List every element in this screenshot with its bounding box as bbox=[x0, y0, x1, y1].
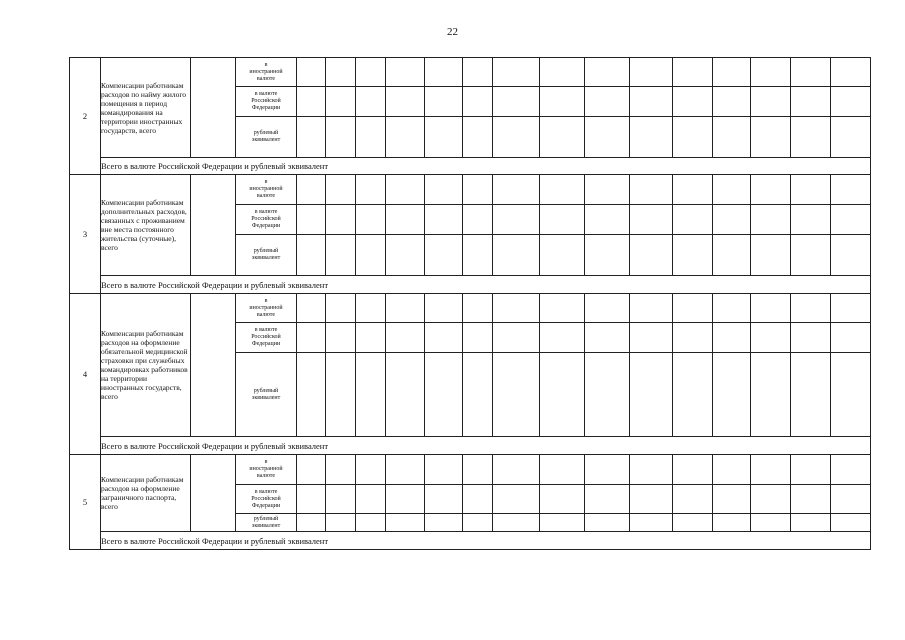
value-cell[interactable] bbox=[585, 514, 630, 532]
table-body bbox=[70, 58, 871, 550]
value-cell[interactable] bbox=[493, 117, 540, 158]
value-cell[interactable] bbox=[540, 205, 585, 235]
value-cell[interactable] bbox=[326, 205, 356, 235]
value-cell[interactable] bbox=[540, 455, 585, 485]
value-cell[interactable] bbox=[386, 235, 425, 276]
blank-cell bbox=[191, 455, 236, 532]
value-cell[interactable] bbox=[673, 455, 713, 485]
value-cell[interactable] bbox=[831, 353, 871, 437]
value-cell[interactable] bbox=[297, 294, 326, 323]
value-cell[interactable] bbox=[791, 323, 831, 353]
value-cell[interactable] bbox=[297, 205, 326, 235]
row-number: 3 bbox=[70, 175, 101, 294]
value-cell[interactable] bbox=[585, 175, 630, 205]
value-cell[interactable] bbox=[463, 455, 493, 485]
value-cell[interactable] bbox=[326, 87, 356, 117]
value-cell[interactable] bbox=[356, 323, 386, 353]
row-number: 2 bbox=[70, 58, 101, 175]
expense-description: Компенсации работникам дополнительных расходов, связанных с проживанием вне места постоянного жительства (суточные), всего bbox=[101, 175, 191, 276]
value-cell[interactable] bbox=[713, 175, 751, 205]
value-cell[interactable] bbox=[463, 323, 493, 353]
currency-label: в валюте Российской Федерации bbox=[236, 205, 297, 235]
value-cell[interactable] bbox=[751, 175, 791, 205]
value-cell[interactable] bbox=[713, 455, 751, 485]
currency-label: в валюте Российской Федерации bbox=[236, 485, 297, 514]
value-cell[interactable] bbox=[463, 485, 493, 514]
value-cell[interactable] bbox=[463, 117, 493, 158]
value-cell[interactable] bbox=[713, 205, 751, 235]
value-cell[interactable] bbox=[425, 235, 463, 276]
value-cell[interactable] bbox=[463, 58, 493, 87]
value-cell[interactable] bbox=[425, 117, 463, 158]
expense-description: Компенсации работникам расходов по найму жилого помещения в период командирования на территории иностранных государств, всего bbox=[101, 58, 191, 158]
value-cell[interactable] bbox=[463, 353, 493, 437]
value-cell[interactable] bbox=[751, 514, 791, 532]
value-cell[interactable] bbox=[297, 87, 326, 117]
value-cell[interactable] bbox=[791, 87, 831, 117]
value-cell[interactable] bbox=[356, 175, 386, 205]
value-cell[interactable] bbox=[297, 514, 326, 532]
value-cell[interactable] bbox=[463, 175, 493, 205]
value-cell[interactable] bbox=[356, 58, 386, 87]
total-row bbox=[70, 158, 871, 175]
value-cell[interactable] bbox=[356, 235, 386, 276]
value-cell[interactable] bbox=[630, 175, 673, 205]
total-row bbox=[70, 276, 871, 294]
currency-label: рублевый эквивалент bbox=[236, 117, 297, 158]
value-cell[interactable] bbox=[630, 58, 673, 87]
value-cell[interactable] bbox=[540, 323, 585, 353]
value-cell[interactable] bbox=[425, 294, 463, 323]
value-cell[interactable] bbox=[463, 514, 493, 532]
value-cell[interactable] bbox=[297, 117, 326, 158]
value-cell[interactable] bbox=[713, 514, 751, 532]
value-cell[interactable] bbox=[791, 455, 831, 485]
value-cell[interactable] bbox=[831, 323, 871, 353]
value-cell[interactable] bbox=[673, 514, 713, 532]
value-cell[interactable] bbox=[540, 235, 585, 276]
value-cell[interactable] bbox=[463, 87, 493, 117]
value-cell[interactable] bbox=[356, 87, 386, 117]
value-cell[interactable] bbox=[585, 353, 630, 437]
currency-label: в иностранной валюте bbox=[236, 58, 297, 87]
value-cell[interactable] bbox=[493, 175, 540, 205]
value-cell[interactable] bbox=[463, 235, 493, 276]
value-cell[interactable] bbox=[297, 323, 326, 353]
value-cell[interactable] bbox=[297, 485, 326, 514]
total-label: Всего в валюте Российской Федерации и рублевый эквивалент bbox=[101, 437, 871, 455]
value-cell[interactable] bbox=[713, 58, 751, 87]
value-cell[interactable] bbox=[673, 235, 713, 276]
table-row bbox=[70, 58, 871, 87]
row-number: 5 bbox=[70, 455, 101, 550]
value-cell[interactable] bbox=[673, 87, 713, 117]
value-cell[interactable] bbox=[585, 294, 630, 323]
value-cell[interactable] bbox=[386, 117, 425, 158]
value-cell[interactable] bbox=[713, 485, 751, 514]
value-cell[interactable] bbox=[585, 205, 630, 235]
value-cell[interactable] bbox=[425, 205, 463, 235]
value-cell[interactable] bbox=[425, 353, 463, 437]
value-cell[interactable] bbox=[751, 117, 791, 158]
value-cell[interactable] bbox=[540, 294, 585, 323]
value-cell[interactable] bbox=[540, 485, 585, 514]
value-cell[interactable] bbox=[791, 353, 831, 437]
value-cell[interactable] bbox=[540, 514, 585, 532]
value-cell[interactable] bbox=[585, 58, 630, 87]
blank-cell bbox=[191, 294, 236, 437]
value-cell[interactable] bbox=[356, 514, 386, 532]
value-cell[interactable] bbox=[425, 58, 463, 87]
value-cell[interactable] bbox=[630, 117, 673, 158]
total-row bbox=[70, 437, 871, 455]
value-cell[interactable] bbox=[425, 87, 463, 117]
value-cell[interactable] bbox=[673, 294, 713, 323]
value-cell[interactable] bbox=[751, 353, 791, 437]
value-cell[interactable] bbox=[630, 323, 673, 353]
value-cell[interactable] bbox=[493, 514, 540, 532]
value-cell[interactable] bbox=[425, 323, 463, 353]
value-cell[interactable] bbox=[386, 205, 425, 235]
value-cell[interactable] bbox=[326, 353, 356, 437]
value-cell[interactable] bbox=[831, 175, 871, 205]
value-cell[interactable] bbox=[493, 205, 540, 235]
value-cell[interactable] bbox=[297, 353, 326, 437]
value-cell[interactable] bbox=[751, 485, 791, 514]
value-cell[interactable] bbox=[831, 205, 871, 235]
value-cell[interactable] bbox=[493, 323, 540, 353]
value-cell[interactable] bbox=[425, 175, 463, 205]
value-cell[interactable] bbox=[791, 205, 831, 235]
value-cell[interactable] bbox=[326, 235, 356, 276]
value-cell[interactable] bbox=[630, 205, 673, 235]
value-cell[interactable] bbox=[751, 58, 791, 87]
value-cell[interactable] bbox=[493, 58, 540, 87]
value-cell[interactable] bbox=[297, 175, 326, 205]
value-cell[interactable] bbox=[630, 514, 673, 532]
value-cell[interactable] bbox=[326, 117, 356, 158]
value-cell[interactable] bbox=[386, 58, 425, 87]
value-cell[interactable] bbox=[751, 323, 791, 353]
value-cell[interactable] bbox=[713, 353, 751, 437]
value-cell[interactable] bbox=[791, 235, 831, 276]
value-cell[interactable] bbox=[751, 235, 791, 276]
value-cell[interactable] bbox=[713, 117, 751, 158]
expense-description: Компенсации работникам расходов на оформление обязательной медицинской страховки при служебных командировках работников на территории иностранных государств, всего bbox=[101, 294, 191, 437]
blank-cell bbox=[191, 175, 236, 276]
value-cell[interactable] bbox=[326, 58, 356, 87]
currency-label: в иностранной валюте bbox=[236, 455, 297, 485]
expense-table bbox=[69, 57, 871, 550]
value-cell[interactable] bbox=[751, 455, 791, 485]
currency-label: рублевый эквивалент bbox=[236, 514, 297, 532]
blank-cell bbox=[191, 58, 236, 158]
value-cell[interactable] bbox=[425, 455, 463, 485]
value-cell[interactable] bbox=[673, 323, 713, 353]
value-cell[interactable] bbox=[326, 485, 356, 514]
value-cell[interactable] bbox=[326, 294, 356, 323]
value-cell[interactable] bbox=[326, 455, 356, 485]
value-cell[interactable] bbox=[326, 175, 356, 205]
value-cell[interactable] bbox=[713, 235, 751, 276]
value-cell[interactable] bbox=[713, 323, 751, 353]
currency-label: в иностранной валюте bbox=[236, 294, 297, 323]
value-cell[interactable] bbox=[630, 455, 673, 485]
value-cell[interactable] bbox=[386, 485, 425, 514]
value-cell[interactable] bbox=[791, 485, 831, 514]
table-row bbox=[70, 455, 871, 485]
total-label: Всего в валюте Российской Федерации и рублевый эквивалент bbox=[101, 158, 871, 175]
value-cell[interactable] bbox=[673, 58, 713, 87]
value-cell[interactable] bbox=[386, 323, 425, 353]
value-cell[interactable] bbox=[585, 87, 630, 117]
value-cell[interactable] bbox=[463, 294, 493, 323]
value-cell[interactable] bbox=[713, 294, 751, 323]
value-cell[interactable] bbox=[831, 117, 871, 158]
value-cell[interactable] bbox=[791, 117, 831, 158]
value-cell[interactable] bbox=[585, 455, 630, 485]
currency-label: рублевый эквивалент bbox=[236, 353, 297, 437]
total-label: Всего в валюте Российской Федерации и рублевый эквивалент bbox=[101, 532, 871, 550]
value-cell[interactable] bbox=[630, 87, 673, 117]
value-cell[interactable] bbox=[386, 294, 425, 323]
table-row bbox=[70, 294, 871, 323]
value-cell[interactable] bbox=[356, 205, 386, 235]
value-cell[interactable] bbox=[751, 294, 791, 323]
value-cell[interactable] bbox=[673, 485, 713, 514]
currency-label: рублевый эквивалент bbox=[236, 235, 297, 276]
value-cell[interactable] bbox=[751, 205, 791, 235]
value-cell[interactable] bbox=[493, 485, 540, 514]
value-cell[interactable] bbox=[673, 353, 713, 437]
value-cell[interactable] bbox=[297, 58, 326, 87]
value-cell[interactable] bbox=[831, 455, 871, 485]
value-cell[interactable] bbox=[386, 87, 425, 117]
page-number: 22 bbox=[447, 26, 458, 38]
total-label: Всего в валюте Российской Федерации и рублевый эквивалент bbox=[101, 276, 871, 294]
value-cell[interactable] bbox=[831, 235, 871, 276]
value-cell[interactable] bbox=[356, 294, 386, 323]
value-cell[interactable] bbox=[463, 205, 493, 235]
value-cell[interactable] bbox=[585, 485, 630, 514]
value-cell[interactable] bbox=[493, 353, 540, 437]
value-cell[interactable] bbox=[630, 235, 673, 276]
value-cell[interactable] bbox=[585, 117, 630, 158]
value-cell[interactable] bbox=[386, 175, 425, 205]
value-cell[interactable] bbox=[493, 87, 540, 117]
value-cell[interactable] bbox=[673, 205, 713, 235]
value-cell[interactable] bbox=[540, 58, 585, 87]
value-cell[interactable] bbox=[673, 175, 713, 205]
total-row bbox=[70, 532, 871, 550]
value-cell[interactable] bbox=[713, 87, 751, 117]
value-cell[interactable] bbox=[630, 485, 673, 514]
value-cell[interactable] bbox=[791, 58, 831, 87]
value-cell[interactable] bbox=[791, 175, 831, 205]
value-cell[interactable] bbox=[791, 514, 831, 532]
currency-label: в валюте Российской Федерации bbox=[236, 87, 297, 117]
value-cell[interactable] bbox=[356, 117, 386, 158]
value-cell[interactable] bbox=[493, 235, 540, 276]
value-cell[interactable] bbox=[585, 323, 630, 353]
value-cell[interactable] bbox=[831, 514, 871, 532]
value-cell[interactable] bbox=[831, 485, 871, 514]
value-cell[interactable] bbox=[630, 294, 673, 323]
value-cell[interactable] bbox=[540, 117, 585, 158]
value-cell[interactable] bbox=[585, 235, 630, 276]
value-cell[interactable] bbox=[425, 514, 463, 532]
value-cell[interactable] bbox=[540, 353, 585, 437]
table-row bbox=[70, 175, 871, 205]
value-cell[interactable] bbox=[831, 294, 871, 323]
value-cell[interactable] bbox=[326, 514, 356, 532]
value-cell[interactable] bbox=[356, 485, 386, 514]
value-cell[interactable] bbox=[751, 87, 791, 117]
expense-description: Компенсации работникам расходов на оформление заграничного паспорта, всего bbox=[101, 455, 191, 532]
value-cell[interactable] bbox=[493, 294, 540, 323]
value-cell[interactable] bbox=[540, 175, 585, 205]
value-cell[interactable] bbox=[386, 455, 425, 485]
value-cell[interactable] bbox=[493, 455, 540, 485]
value-cell[interactable] bbox=[297, 235, 326, 276]
row-number: 4 bbox=[70, 294, 101, 455]
value-cell[interactable] bbox=[831, 87, 871, 117]
value-cell[interactable] bbox=[386, 514, 425, 532]
value-cell[interactable] bbox=[326, 323, 356, 353]
value-cell[interactable] bbox=[791, 294, 831, 323]
value-cell[interactable] bbox=[297, 455, 326, 485]
value-cell[interactable] bbox=[673, 117, 713, 158]
value-cell[interactable] bbox=[831, 58, 871, 87]
currency-label: в иностранной валюте bbox=[236, 175, 297, 205]
value-cell[interactable] bbox=[356, 455, 386, 485]
currency-label: в валюте Российской Федерации bbox=[236, 323, 297, 353]
value-cell[interactable] bbox=[425, 485, 463, 514]
value-cell[interactable] bbox=[356, 353, 386, 437]
value-cell[interactable] bbox=[540, 87, 585, 117]
value-cell[interactable] bbox=[630, 353, 673, 437]
value-cell[interactable] bbox=[386, 353, 425, 437]
